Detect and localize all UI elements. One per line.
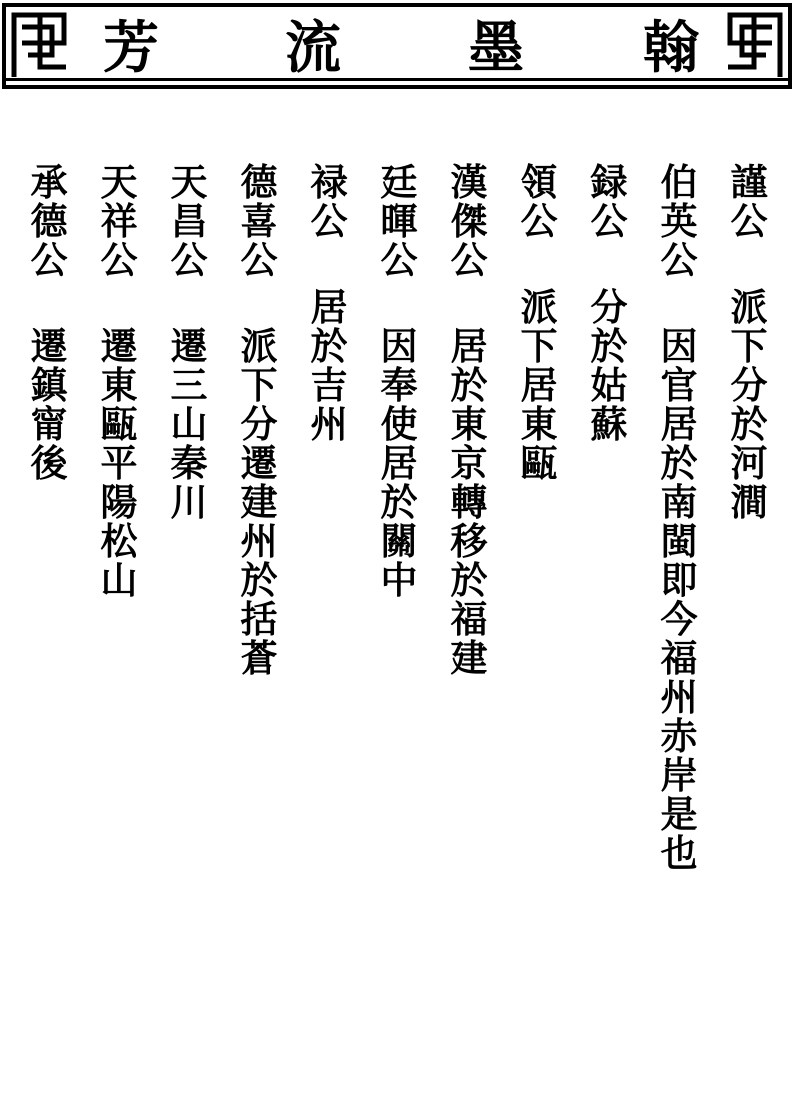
ancestor-name: 漢傑公 bbox=[450, 160, 488, 282]
migration-note: 派下分於河澗 bbox=[730, 285, 768, 524]
ancestor-name: 承德公 bbox=[30, 160, 68, 282]
banner-title-char-4: 翰 bbox=[643, 15, 699, 81]
migration-note: 居於東京轉移於福建 bbox=[450, 324, 488, 680]
banner-title-char-1: 芳 bbox=[103, 15, 159, 81]
ancestor-name: 録公 bbox=[590, 160, 628, 243]
migration-note: 派下居東甌 bbox=[520, 285, 558, 485]
ancestor-name: 謹公 bbox=[730, 160, 768, 243]
migration-note: 遷鎮甯後 bbox=[30, 324, 68, 485]
ancestor-name: 禄公 bbox=[310, 160, 348, 243]
left-fret-ornament bbox=[8, 7, 72, 85]
ancestor-name: 天祥公 bbox=[100, 160, 138, 282]
genealogy-column-7 bbox=[306, 160, 352, 446]
ancestor-name: 廷暉公 bbox=[380, 160, 418, 282]
migration-note: 遷三山秦川 bbox=[170, 324, 208, 524]
banner-title-char-3: 墨 bbox=[468, 15, 524, 81]
migration-note: 因奉使居於關中 bbox=[380, 324, 418, 602]
genealogy-column-6 bbox=[376, 160, 422, 602]
genealogy-column-11 bbox=[26, 160, 72, 485]
migration-note: 因官居於南閩即今福州赤岸是也 bbox=[660, 324, 698, 875]
genealogy-column-5 bbox=[446, 160, 492, 680]
genealogy-column-4 bbox=[516, 160, 562, 485]
genealogy-column-8 bbox=[236, 160, 282, 680]
genealogy-column-3 bbox=[586, 160, 632, 446]
header-banner bbox=[2, 3, 792, 89]
ancestor-name: 伯英公 bbox=[660, 160, 698, 282]
migration-note: 遷東甌平陽松山 bbox=[100, 324, 138, 602]
genealogy-column-10 bbox=[96, 160, 142, 602]
migration-note: 居於吉州 bbox=[310, 285, 348, 446]
banner-title-char-2: 流 bbox=[285, 15, 341, 81]
ancestor-name: 領公 bbox=[520, 160, 558, 243]
ancestor-name: 天昌公 bbox=[170, 160, 208, 282]
migration-note: 分於姑蘇 bbox=[590, 285, 628, 446]
right-fret-ornament bbox=[722, 7, 786, 85]
genealogy-column-1 bbox=[726, 160, 772, 524]
ancestor-name: 德喜公 bbox=[240, 160, 278, 282]
genealogy-column-2 bbox=[656, 160, 702, 875]
migration-note: 派下分遷建州於括蒼 bbox=[240, 324, 278, 680]
genealogy-column-9 bbox=[166, 160, 212, 524]
